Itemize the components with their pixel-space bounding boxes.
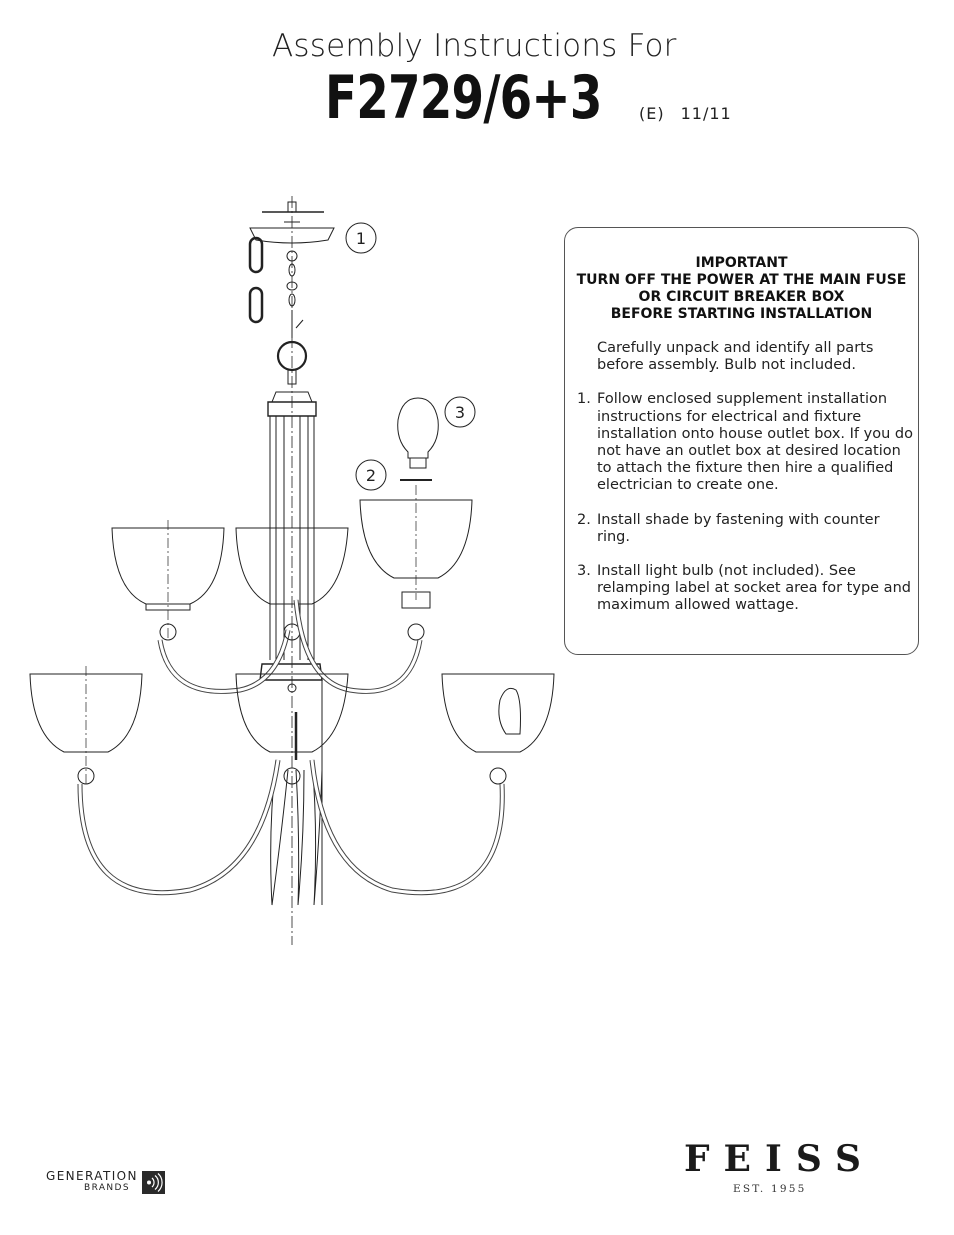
generation-mark-icon <box>142 1171 165 1194</box>
model-number: F2729/6+3 <box>325 63 602 133</box>
step-1 <box>577 391 913 494</box>
step-number: 1. <box>577 391 591 408</box>
intro-paragraph <box>577 340 913 374</box>
revision-info <box>639 104 748 123</box>
chain-link-detail <box>250 238 262 322</box>
lower-shade-center <box>236 674 348 784</box>
instruction-text <box>577 340 913 632</box>
page-heading: Assembly Instructions For <box>272 28 677 64</box>
step-number: 3. <box>577 563 591 580</box>
step-text: Install light bulb (not included). See relamping label at socket area for type and maximum allowed wattage. <box>597 563 911 614</box>
chain-part <box>287 264 303 338</box>
generation-brands-logo <box>46 1169 138 1193</box>
intro-text: Carefully unpack and identify all parts before assembly. Bulb not included. <box>597 340 874 374</box>
warning-line: BEFORE STARTING INSTALLATION <box>610 306 873 322</box>
callout-1 <box>346 223 376 253</box>
generation-label: GENERATION <box>46 1169 138 1183</box>
callout-1-label: 1 <box>355 229 367 248</box>
chandelier-assembly-drawing <box>0 190 570 950</box>
lower-shade-left <box>30 666 278 893</box>
warning-line: TURN OFF THE POWER AT THE MAIN FUSE <box>576 272 907 288</box>
lower-shade-right <box>312 674 554 893</box>
feiss-wordmark: FEISS <box>684 1138 876 1180</box>
step-2 <box>577 512 913 546</box>
light-bulb <box>398 398 439 468</box>
lower-drops <box>271 680 322 905</box>
callout-3-label: 3 <box>454 403 466 422</box>
warning-line: IMPORTANT <box>695 255 788 271</box>
brands-label: BRANDS <box>84 1183 130 1193</box>
callout-2 <box>356 460 386 490</box>
feiss-logo <box>684 1137 914 1195</box>
callout-2-label: 2 <box>365 466 377 485</box>
revision-date: 11/11 <box>680 104 732 123</box>
important-warning <box>565 255 918 323</box>
upper-shade-right <box>296 480 472 691</box>
step-3 <box>577 563 913 615</box>
feiss-established: EST. 1955 <box>733 1183 807 1195</box>
instructions-panel <box>564 227 919 655</box>
revision-code: (E) <box>639 104 665 123</box>
callout-3 <box>445 397 475 427</box>
step-number: 2. <box>577 511 591 528</box>
step-text: Follow enclosed supplement installation instructions for electrical and fixture installation onto house outlet box. If you do not have an outlet box at desired location to attach the fixture then hire a qualified electrician to create one. <box>597 391 913 494</box>
warning-line: OR CIRCUIT BREAKER BOX <box>638 289 845 305</box>
step-text: Install shade by fastening with counter ring. <box>597 511 880 545</box>
